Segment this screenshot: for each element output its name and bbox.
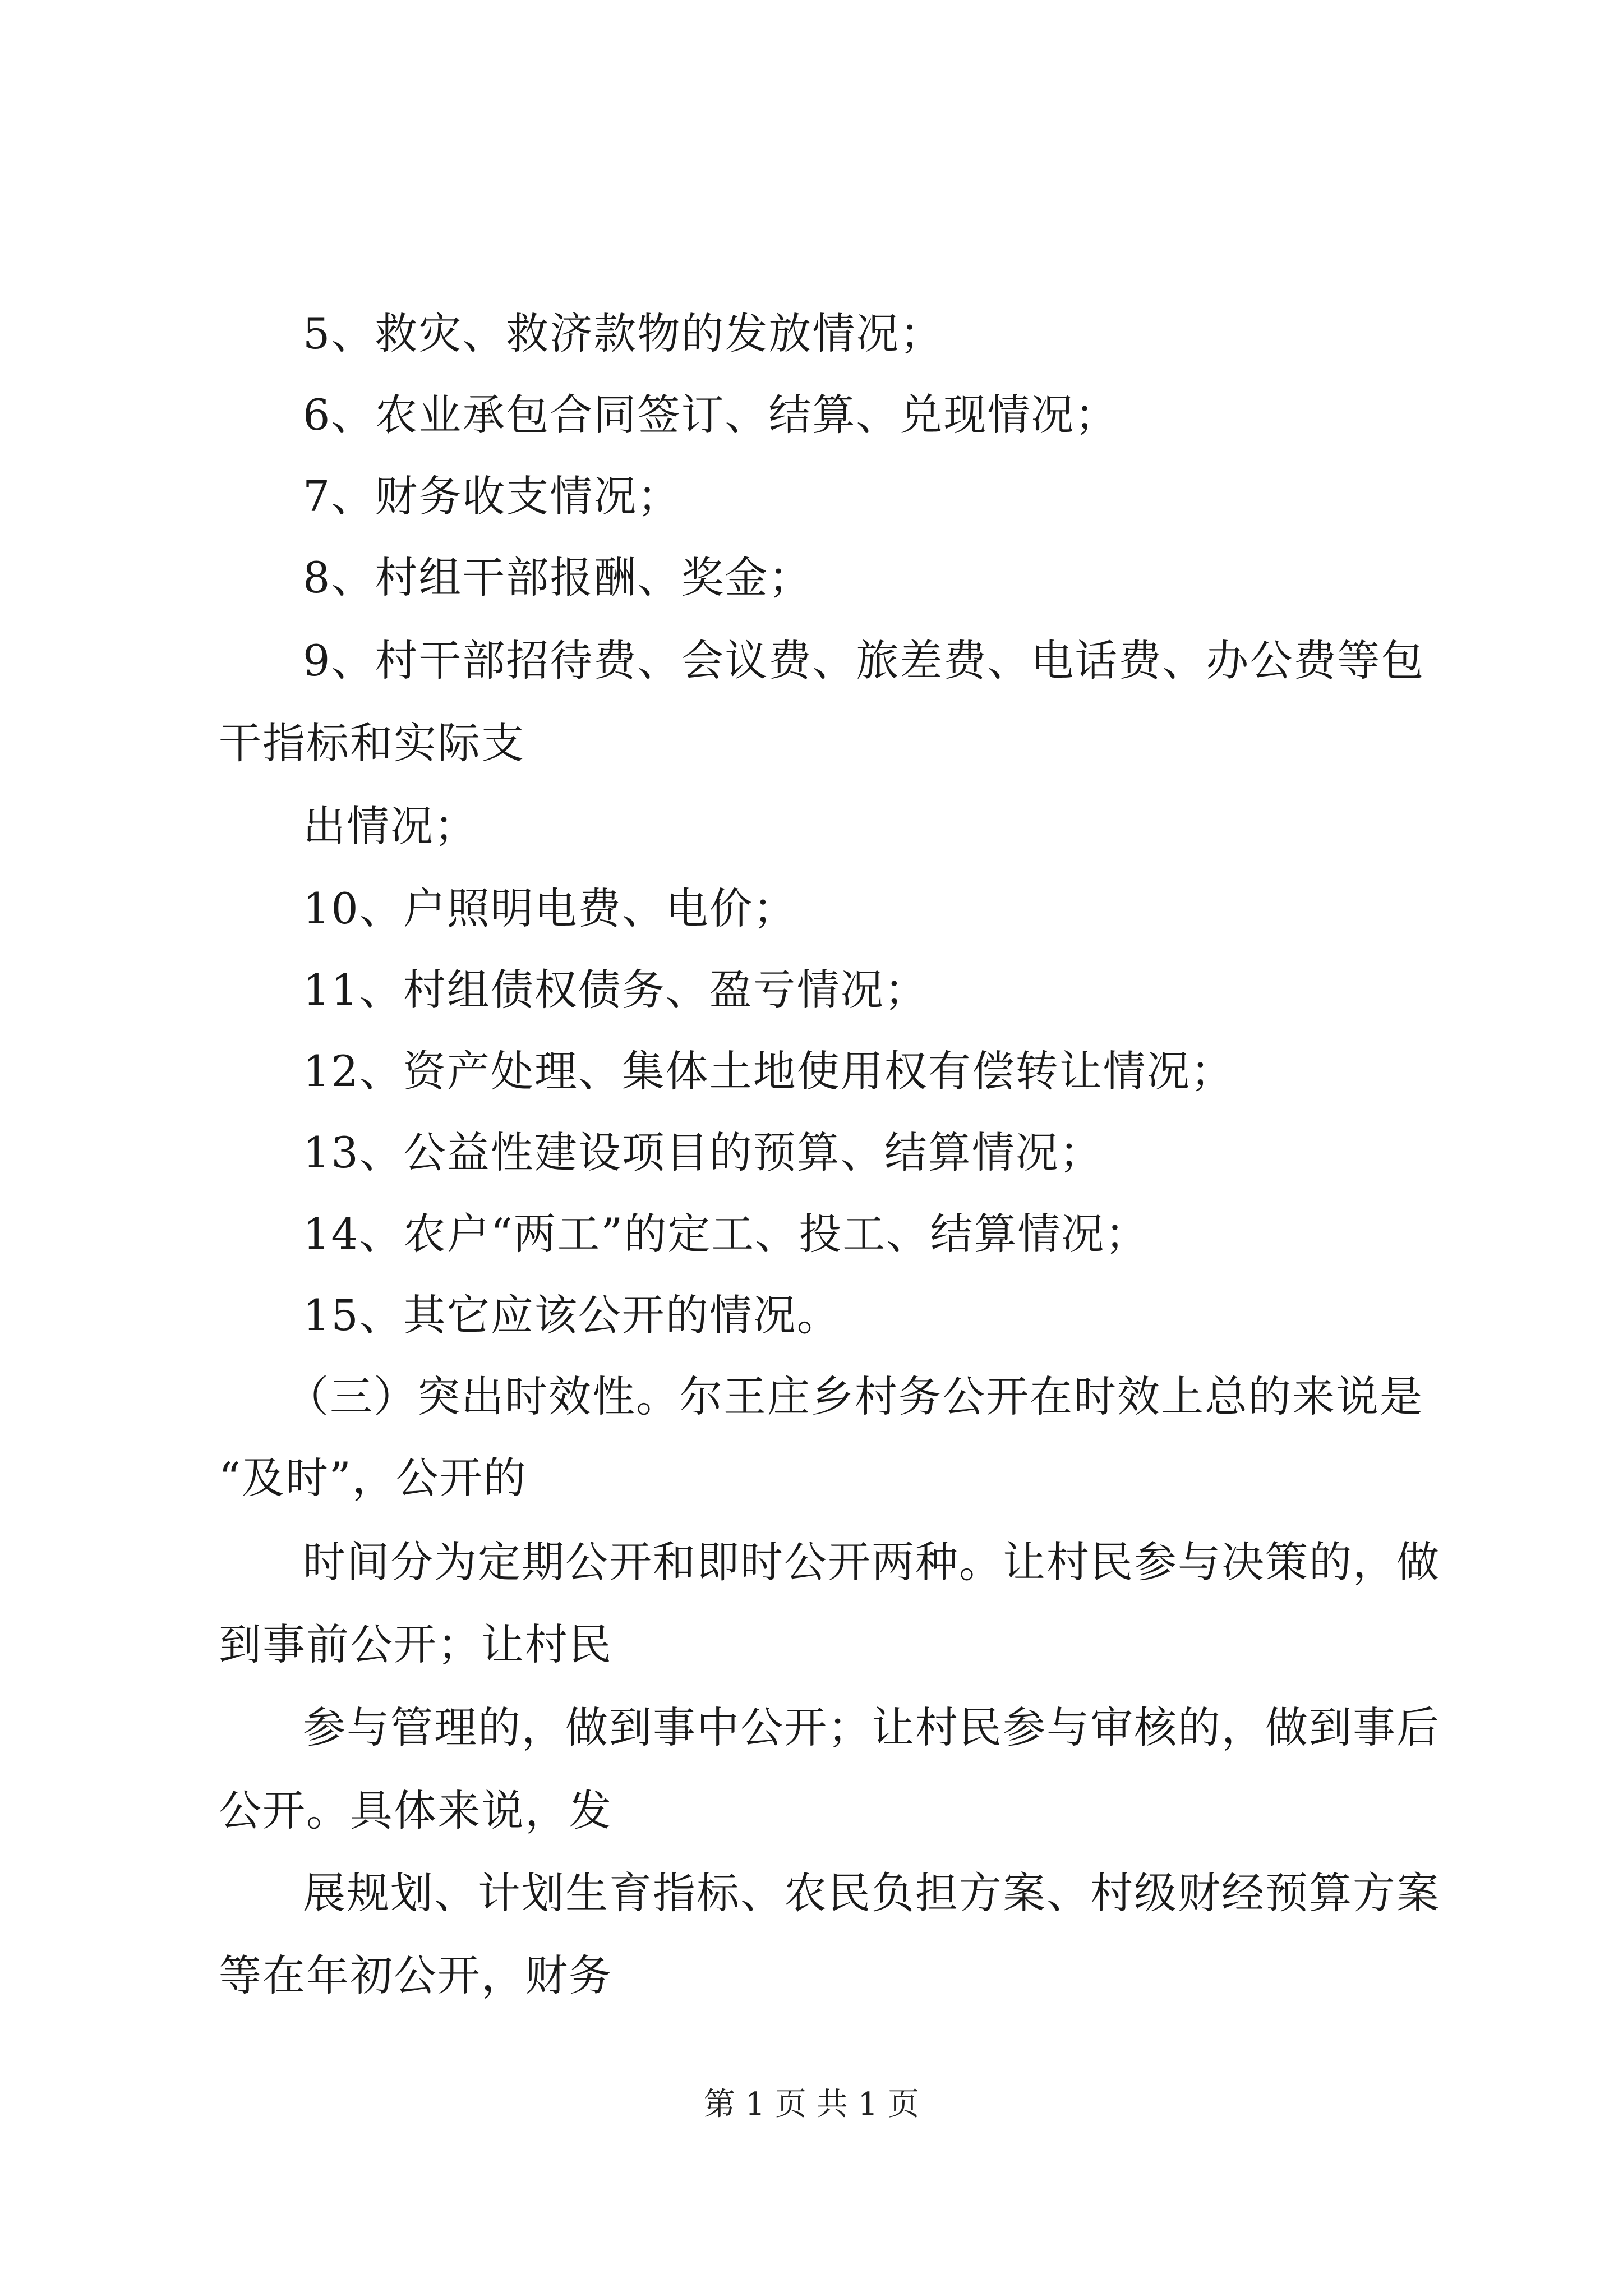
paragraph-line: 时间分为定期公开和即时公开两种。让村民参与决策的，做	[303, 1537, 1440, 1587]
list-item-8: 8、村组干部报酬、奖金；	[303, 553, 813, 602]
list-item-7: 7、财务收支情况；	[303, 471, 681, 521]
list-item-13: 13、公益性建设项目的预算、结算情况；	[303, 1128, 1103, 1177]
list-item-9-continued: 干指标和实际支	[219, 718, 525, 768]
list-item-15: 15、其它应该公开的情况。	[303, 1290, 841, 1340]
paragraph-line: 等在年初公开，财务	[219, 1950, 612, 2000]
page-number-footer: 第 1 页 共 1 页	[703, 2086, 920, 2123]
list-item-5: 5、救灾、救济款物的发放情况；	[303, 309, 944, 358]
list-item-9: 9、村干部招待费、会议费、旅差费、电话费、办公费等包	[303, 636, 1425, 685]
paragraph-line: 到事前公开；让村民	[219, 1619, 612, 1669]
paragraph-line: 展规划、计划生育指标、农民负担方案、村级财经预算方案	[303, 1868, 1440, 1918]
list-item-11: 11、村组债权债务、盈亏情况；	[303, 965, 928, 1015]
list-item-12: 12、资产处理、集体土地使用权有偿转让情况；	[303, 1046, 1234, 1096]
paragraph-line: 出情况；	[303, 801, 478, 851]
paragraph-line: 公开。具体来说，发	[219, 1786, 612, 1835]
paragraph-line: “及时”，公开的	[219, 1453, 527, 1503]
section-heading-3: （三）突出时效性。尔王庄乡村务公开在时效上总的来说是	[286, 1372, 1423, 1421]
list-item-10: 10、户照明电费、电价；	[303, 884, 797, 933]
list-item-6: 6、农业承包合同签订、结算、兑现情况；	[303, 390, 1119, 440]
paragraph-line: 参与管理的，做到事中公开；让村民参与审核的，做到事后	[303, 1703, 1440, 1752]
list-item-14: 14、农户“两工”的定工、投工、结算情况；	[303, 1209, 1149, 1259]
